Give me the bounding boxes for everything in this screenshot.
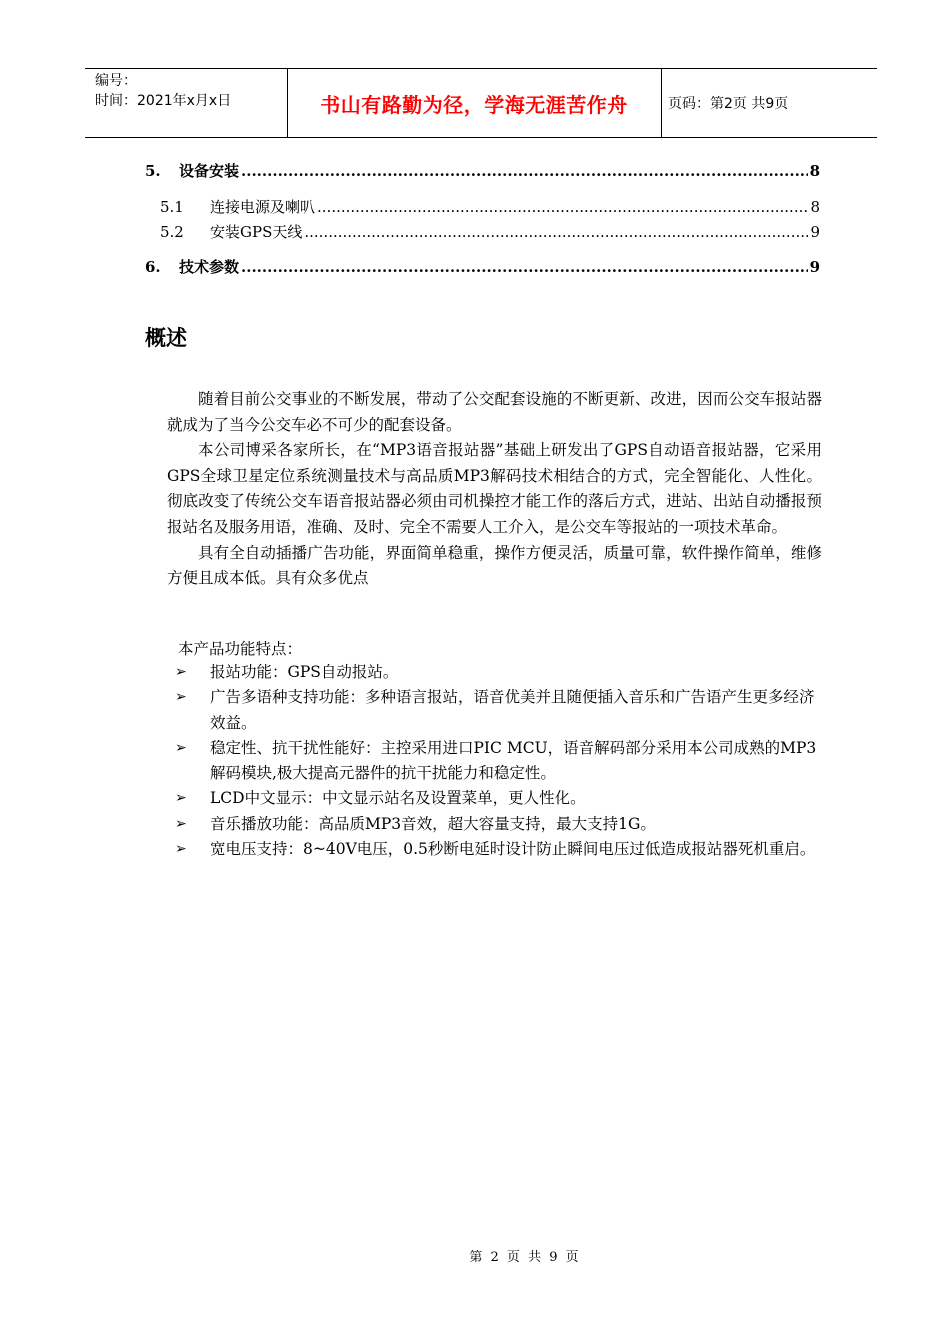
list-item [175,736,825,787]
feature-text: 宽电压支持：8~40V电压，0.5秒断电延时设计防止瞬间电压过低造成报站器死机重启。 [210,840,816,859]
toc-leader-dots [241,162,808,180]
body-paragraph: 具有全自动插播广告功能，界面简单稳重，操作方便灵活，质量可靠，软件操作简单，维修方便且成本低。具有众多优点 [167,543,822,588]
feature-text: 音乐播放功能：高品质MP3音效，超大容量支持，最大支持1G。 [210,814,656,833]
arrowhead-bullet-icon: ➢ [175,664,187,680]
toc-entry-page: 8 [810,198,820,216]
header-page-label: 页码：第2页 共9页 [668,96,789,112]
body-paragraph: 随着目前公交事业的不断发展，带动了公交配套设施的不断更新、改进，因而公交车报站器就成为了当今公交车必不可少的配套设备。 [167,390,822,434]
header-slogan-cell [287,69,662,137]
list-item [175,685,825,736]
toc-entry-number: 5. [145,162,161,180]
features-title: 本产品功能特点： [178,640,303,658]
header-meta-cell [85,69,288,137]
body-paragraph: 本公司博采各家所长，在“MP3语音报站器”基础上研发出了GPS自动语音报站器，它采用GPS全球卫星定位系统测量技术与高品质MP3解码技术相结合的方式，完全智能化、人性化。彻底改变了传统公交车语音报站器必须由司机操控才能工作的落后方式，进站、出站自动播报预报站名及服务用语，准确、及时、完全不需要人工介入，是公交车等报站的一项技术革命。 [167,441,822,536]
section-heading: 概述 [145,326,187,350]
arrowhead-bullet-icon: ➢ [175,689,187,706]
header-page-cell [668,69,877,137]
footer-page-number: 第 2 页 共 9 页 [469,1250,579,1265]
feature-text: 广告多语种支持功能：多种语言报站，语音优美并且随便插入音乐和广告语产生更多经济效益。 [210,688,815,732]
toc-entry[interactable] [145,196,820,217]
toc-entry-title: 技术参数 [179,258,240,276]
page-header [85,68,877,138]
toc-entry-page: 9 [809,258,820,276]
toc-entry-title: 安装GPS天线 [210,223,303,241]
section-body [167,387,822,592]
feature-text: LCD中文显示：中文显示站名及设置菜单，更人性化。 [210,789,586,808]
header-time-label: 时间：2021年x月x日 [95,93,232,109]
toc-leader-dots [241,258,808,276]
arrowhead-bullet-icon: ➢ [175,815,187,832]
list-item [175,837,825,862]
header-number-label: 编号： [95,73,137,89]
toc-entry-number: 6. [145,258,161,276]
arrowhead-bullet-icon: ➢ [175,790,187,807]
toc-entry-title: 连接电源及喇叭 [210,198,316,216]
toc-entry[interactable] [145,160,820,181]
toc-entry-number: 5.2 [160,223,184,241]
toc-entry-page: 8 [809,162,820,180]
toc-entry-number: 5.1 [160,198,184,216]
toc-leader-dots [304,223,808,241]
toc-leader-dots [317,198,808,216]
toc-entry[interactable] [145,221,820,242]
arrowhead-bullet-icon: ➢ [175,841,187,858]
page-footer [0,1246,950,1265]
feature-text: 报站功能：GPS自动报站。 [210,663,399,681]
toc-entry[interactable] [145,256,820,277]
features-list [175,660,825,862]
list-item [175,786,825,811]
toc-entry-page: 9 [810,223,820,241]
list-item [175,812,825,837]
list-item [175,660,825,685]
header-slogan: 书山有路勤为径，学海无涯苦作舟 [320,92,628,117]
toc-entry-title: 设备安装 [179,162,240,180]
feature-text: 稳定性、抗干扰性能好：主控采用进口PIC MCU，语音解码部分采用本公司成熟的MP3解码模块,极大提高元器件的抗干扰能力和稳定性。 [210,738,817,783]
arrowhead-bullet-icon: ➢ [175,739,187,756]
